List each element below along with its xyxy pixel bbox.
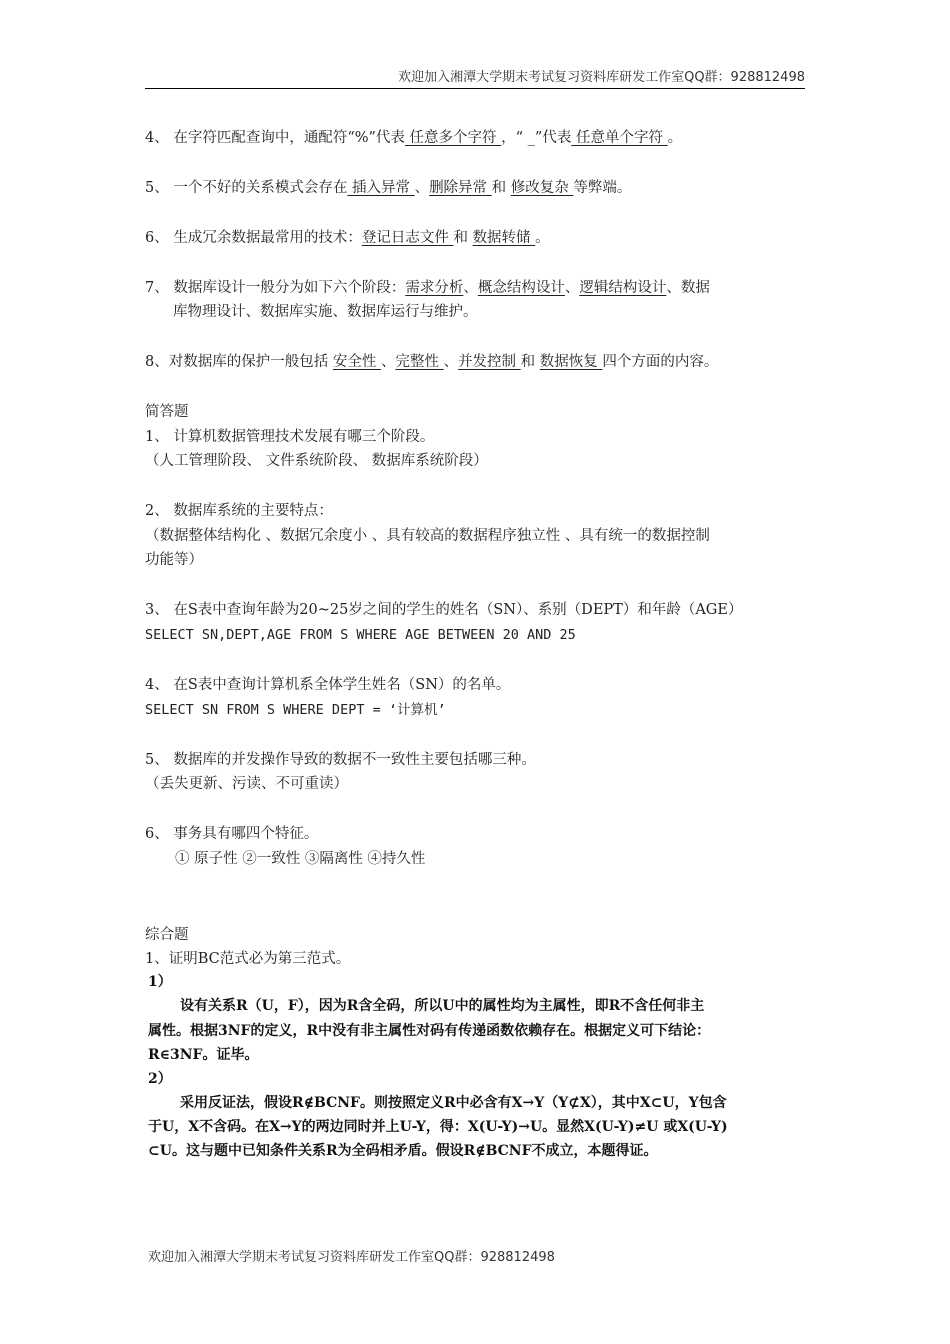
section-title-short-answer: 简答题 [145, 404, 189, 420]
blank-answer: 概念结构设计 [477, 280, 565, 296]
proof-part-2-line: 采用反证法，假设R∉BCNF。则按照定义R中必含有X→Y（Y⊄X），其中X⊂U，Y包含 [180, 1095, 727, 1111]
sql-answer-3: SELECT SN,DEPT,AGE FROM S WHERE AGE BETWEEN 20 AND 25 [145, 627, 576, 643]
fill-text: 、 [564, 280, 580, 296]
fill-text: 和 [520, 354, 540, 370]
short-question-6: 6、 事务具有哪四个特征。 [145, 826, 319, 842]
short-question-4: 4、 在S表中查询计算机系全体学生姓名（SN）的名单。 [145, 677, 511, 693]
fill-text: 。 [535, 230, 550, 246]
header-divider [145, 88, 805, 89]
sql-answer-4: SELECT SN FROM S WHERE DEPT = ‘计算机’ [145, 702, 446, 718]
fill-text: 、 [414, 180, 430, 196]
fill-question-7 [145, 278, 710, 298]
fill-question-5 [145, 178, 631, 198]
blank-answer: 需求分析 [405, 280, 464, 296]
proof-part-1-line: 属性。根据3NF的定义，R中没有非主属性对码有传递函数依赖存在。根据定义可下结论： [148, 1023, 711, 1039]
proof-part-1-label: 1） [148, 974, 172, 990]
section-title-comprehensive: 综合题 [145, 927, 189, 943]
blank-answer: 数据恢复 [539, 354, 603, 370]
blank-answer: 数据转储 [472, 230, 536, 246]
comp-question-1: 1、证明BC范式必为第三范式。 [145, 951, 351, 967]
proof-part-1-line: 设有关系R（U，F），因为R含全码，所以U中的属性均为主属性，即R不含任何非主 [180, 998, 705, 1014]
fill-text: 、 [463, 280, 478, 296]
blank-answer: 安全性 [332, 354, 381, 370]
short-answer-6: ① 原子性 ②一致性 ③隔离性 ④持久性 [175, 851, 426, 867]
blank-answer: 登记日志文件 [361, 230, 454, 246]
page-header: 欢迎加入湘潭大学期末考试复习资料库研发工作室QQ群：928812498 [398, 70, 805, 85]
short-answer-1: （人工管理阶段、 文件系统阶段、 数据库系统阶段） [145, 453, 488, 469]
blank-answer: 任意单个字符 [571, 130, 668, 146]
short-question-1: 1、 计算机数据管理技术发展有哪三个阶段。 [145, 429, 435, 445]
fill-question-4 [145, 128, 682, 148]
proof-part-1-line: R∈3NF。证毕。 [148, 1047, 259, 1063]
fill-text: 、 [380, 354, 396, 370]
fill-text: 和 [491, 180, 511, 196]
short-answer-5: （丢失更新、污读、不可重读） [145, 776, 348, 792]
fill-text: 7、 数据库设计一般分为如下六个阶段： [145, 280, 406, 296]
fill-question-6 [145, 228, 550, 248]
fill-question-7-cont: 库物理设计、数据库实施、数据库运行与维护。 [173, 304, 478, 320]
fill-text: 和 [453, 230, 473, 246]
fill-text: 等弊端。 [573, 180, 632, 196]
fill-text: ，“ _”代表 [501, 130, 572, 146]
fill-text: 。 [667, 130, 683, 146]
fill-question-8 [145, 352, 718, 372]
short-question-5: 5、 数据库的并发操作导致的数据不一致性主要包括哪三种。 [145, 752, 536, 768]
fill-text: 8、对数据库的保护一般包括 [145, 354, 333, 370]
proof-part-2-line: 于U，X不含码。在X→Y的两边同时并上U-Y，得：X(U-Y)→U。显然X(U-Y)≠U 或X(U-Y) [148, 1119, 728, 1135]
blank-answer: 并发控制 [458, 354, 521, 370]
blank-answer: 逻辑结构设计 [579, 280, 667, 296]
blank-answer: 任意多个字符 [404, 130, 502, 146]
short-question-2: 2、 数据库系统的主要特点： [145, 503, 333, 519]
fill-text: 、 [443, 354, 459, 370]
fill-text: 、数据 [666, 280, 710, 296]
short-answer-2-cont: 功能等） [145, 552, 203, 568]
short-question-3: 3、 在S表中查询年龄为20~25岁之间的学生的姓名（SN）、系别（DEPT）和年龄（AGE） [145, 602, 743, 618]
fill-text: 6、 生成冗余数据最常用的技术： [145, 230, 362, 246]
short-answer-2: （数据整体结构化 、数据冗余度小 、具有较高的数据程序独立性 、具有统一的数据控制 [145, 528, 710, 544]
fill-text: 四个方面的内容。 [602, 354, 719, 370]
proof-part-2-label: 2） [148, 1071, 172, 1087]
blank-answer: 完整性 [395, 354, 444, 370]
fill-text: 5、 一个不好的关系模式会存在 [145, 180, 348, 196]
proof-part-2-line: ⊂U。这与题中已知条件关系R为全码相矛盾。假设R∉BCNF不成立，本题得证。 [148, 1143, 658, 1159]
blank-answer: 删除异常 [429, 180, 492, 196]
blank-answer: 修改复杂 [510, 180, 574, 196]
page-footer: 欢迎加入湘潭大学期末考试复习资料库研发工作室QQ群：928812498 [148, 1250, 555, 1265]
fill-text: 4、 在字符匹配查询中，通配符“%”代表 [145, 130, 405, 146]
blank-answer: 插入异常 [347, 180, 415, 196]
